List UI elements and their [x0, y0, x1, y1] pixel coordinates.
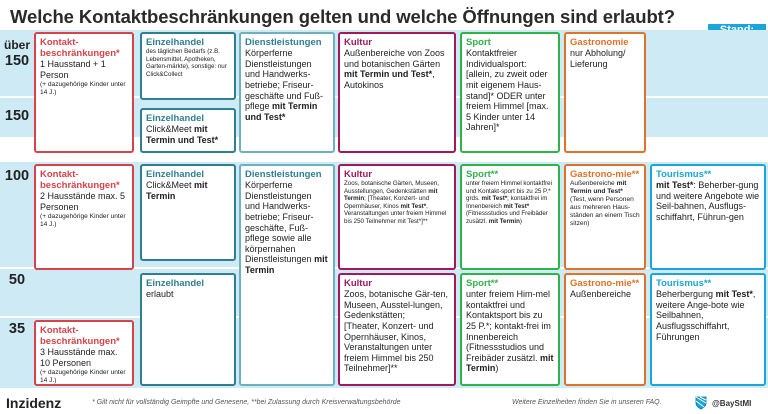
card-gastronomie-50: Gastrono-mie** Außenbereiche: [564, 273, 646, 386]
card-kultur-ueber150: Kultur Außenbereiche von Zoos und botanischen Gärten mit Termin und Test*, Autokinos: [338, 32, 456, 153]
social-handle[interactable]: @BayStMI: [712, 399, 752, 408]
card-kultur-50: Kultur Zoos, botanische Gär-ten, Museen, Ausstel-lungen, Gedenkstätten; [Theater, Konzert- und Opernhäuser, Kinos, Veranstaltungen unter freiem Himmel bis 250 Teilnehmer]**: [338, 273, 456, 386]
card-einzelhandel-50: Einzelhandel erlaubt: [140, 273, 236, 386]
card-tourismus-100: Tourismus** mit Test*: Beherber-gung und weitere Angebote wie Seil-bahnen, Ausflugs-schiffahrt, Führun-gen: [650, 164, 766, 270]
incidence-150-top: 150: [4, 53, 30, 69]
card-sport-50: Sport** unter freiem Him-mel kontaktfrei und Kontaktsport bis zu 25 P.*; kontakt-frei im Innenbereich (Fitnessstudios und Freibäder zusätzl. mit Termin): [460, 273, 560, 386]
incidence-ueber: über: [3, 38, 30, 52]
card-kontakt-ueber150: Kontakt-beschränkungen* 1 Hausstand + 1 Person (+ dazugehörige Kinder unter 14 J.): [34, 32, 134, 153]
card-einzelhandel-100: Einzelhandel Click&Meet mit Termin: [140, 164, 236, 261]
card-gastronomie-ueber150: Gastronomie nur Abholung/ Lieferung: [564, 32, 646, 153]
card-sport-100: Sport** unter freiem Himmel kontaktfrei und Kontakt-sport bis zu 25 P.* grds. mit Test*; kontaktfrei im Innenbereich mit Test* (Fitnessstudios und Freibäder zusätzl. mit Termin): [460, 164, 560, 270]
card-einzelhandel-150: Einzelhandel Click&Meet mit Termin und Test*: [140, 108, 236, 153]
card-dienstleistungen-100: Dienstleistungen Körperferne Dienstleistungen und Handwerks-betriebe; Friseur-geschäfte, Fuß-pflege sowie alle körpernahen Dienstleistungen mit Termin: [239, 164, 335, 386]
incidence-35: 35: [8, 321, 26, 337]
incidence-50: 50: [8, 272, 26, 288]
card-sport-ueber150: Sport Kontaktfreier Individualsport: [allein, zu zweit oder mit eigenem Haus-stand]* ODER unter freiem Himmel [max. 5 Kinder unter 14 Jahren]*: [460, 32, 560, 153]
incidence-100: 100: [4, 168, 30, 184]
card-tourismus-50: Tourismus** Beherbergung mit Test*, weitere Ange-bote wie Seilbahnen, Ausflugsschiffahrt, Führungen: [650, 273, 766, 386]
footnote-right: Weitere Einzelheiten finden Sie in unseren FAQ.: [512, 399, 662, 406]
bavaria-crest-icon: [694, 396, 708, 410]
page-title: Welche Kontaktbeschränkungen gelten und welche Öffnungen sind erlaubt?: [10, 6, 675, 27]
footnote-left: * Gilt nicht für vollständig Geimpfte und Genesene, **bei Zulassung durch Kreisverwaltungsbehörde: [92, 399, 401, 406]
card-gastronomie-100: Gastrono-mie** Außenbereiche mit Termin und Test* (Test, wenn Personen aus mehreren Haus-ständen an einem Tisch sitzen): [564, 164, 646, 270]
incidence-150: 150: [4, 108, 30, 124]
card-dienstleistungen-ueber150: Dienstleistungen Körperferne Dienstleistungen und Handwerks-betriebe; Friseur-geschäfte und Fuß-pflege mit Termin und Test*: [239, 32, 335, 153]
card-kontakt-100: Kontakt-beschränkungen* 2 Hausstände max. 5 Personen (+ dazugehörige Kinder unter 14 J.): [34, 164, 134, 270]
card-kontakt-35: Kontakt-beschränkungen* 3 Hausstände max. 10 Personen (+ dazugehörige Kinder unter 14 J.): [34, 320, 134, 386]
card-einzelhandel-ueber150: Einzelhandel des täglichen Bedarfs (z.B. Lebensmittel, Apotheken, Garten-märkte), sonstige: nur Click&Collect: [140, 32, 236, 100]
card-kultur-100: Kultur Zoos, botanische Gärten, Museen, Ausstellungen, Gedenkstätten mit Termin; [Theater, Konzert- und Opernhäuser, Kinos mit Test*, Veranstaltungen unter freiem Himmel bis 250 Teilnehmer mit Test*]**: [338, 164, 456, 270]
incidence-axis-label: Inzidenz: [6, 395, 62, 411]
